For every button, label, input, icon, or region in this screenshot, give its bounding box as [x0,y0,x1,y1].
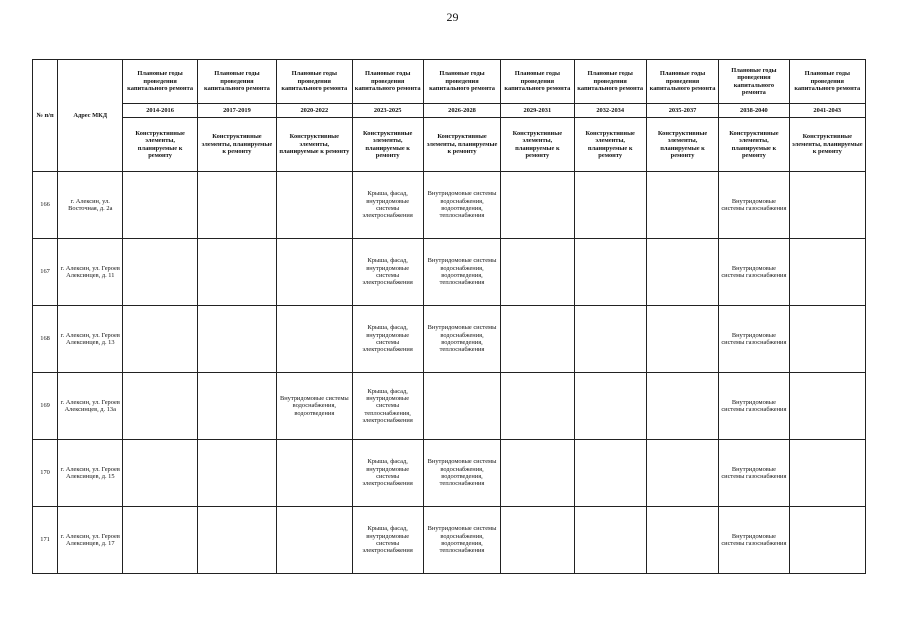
repair-cell [501,172,574,239]
sub-header: Конструктивные элементы, планируемые к ремонту [719,118,789,172]
sub-header: Конструктивные элементы, планируемые к ремонту [646,118,718,172]
repair-cell [574,507,646,574]
column-header-num: № п/п [33,60,58,172]
repair-cell [197,373,276,440]
group-title: Плановые годы проведения капитального ремонта [277,60,352,104]
repair-cell [277,440,352,507]
table-row [33,306,866,373]
repair-cell [501,507,574,574]
page-number: 29 [446,10,459,24]
group-title: Плановые годы проведения капитального ремонта [646,60,718,104]
header-row-periods [33,104,866,118]
repair-cell [574,373,646,440]
group-title: Плановые годы проведения капитального ремонта [501,60,574,104]
repair-cell: Внутридомовые системы газоснабжения [719,306,789,373]
sub-header: Конструктивные элементы, планируемые к ремонту [123,118,197,172]
period-header: 2038-2040 [719,104,789,118]
repair-cell [789,239,865,306]
row-address: г. Алексин, ул. Восточная, д. 2а [58,172,123,239]
repair-cell [646,507,718,574]
repair-cell: Внутридомовые системы газоснабжения [719,373,789,440]
period-header: 2032-2034 [574,104,646,118]
sub-header: Конструктивные элементы, планируемые к ремонту [277,118,352,172]
row-number: 171 [33,507,58,574]
repair-cell: Внутридомовые системы водоснабжения, водоотведения, теплоснабжения [423,440,500,507]
repair-cell [789,373,865,440]
table-row [33,373,866,440]
row-number: 168 [33,306,58,373]
sub-header: Конструктивные элементы, планируемые к ремонту [197,118,276,172]
repair-cell [277,239,352,306]
repair-cell [501,239,574,306]
sub-header: Конструктивные элементы, планируемые к ремонту [574,118,646,172]
row-number: 166 [33,172,58,239]
repair-cell [501,440,574,507]
repair-cell [574,239,646,306]
column-header-address: Адрес МКД [58,60,123,172]
group-title: Плановые годы проведения капитального ремонта [423,60,500,104]
group-title: Плановые годы проведения капитального ремонта [574,60,646,104]
repair-cell [277,172,352,239]
repair-cell [646,306,718,373]
group-title: Плановые годы проведения капитального ремонта [197,60,276,104]
repair-cell: Внутридомовые системы газоснабжения [719,440,789,507]
repair-cell: Внутридомовые системы газоснабжения [719,507,789,574]
table-row [33,239,866,306]
period-header: 2035-2037 [646,104,718,118]
repair-cell: Внутридомовые системы водоснабжения, водоотведения, теплоснабжения [423,172,500,239]
header-row-titles [33,60,866,104]
repair-cell: Внутридомовые системы водоснабжения, водоотведения, теплоснабжения [423,239,500,306]
repair-cell: Крыша, фасад, внутридомовые системы электроснабжения [352,172,423,239]
sub-header: Конструктивные элементы, планируемые к ремонту [352,118,423,172]
row-address: г. Алексин, ул. Героев Алексинцев, д. 13а [58,373,123,440]
repair-cell [277,306,352,373]
repair-cell [197,440,276,507]
period-header: 2020-2022 [277,104,352,118]
period-header: 2041-2043 [789,104,865,118]
repair-cell [789,172,865,239]
repair-cell: Крыша, фасад, внутридомовые системы электроснабжения [352,507,423,574]
table-row [33,172,866,239]
repair-cell [197,172,276,239]
repair-cell: Крыша, фасад, внутридомовые системы электроснабжения [352,239,423,306]
table-body [33,172,866,574]
repair-cell [197,507,276,574]
row-number: 170 [33,440,58,507]
row-address: г. Алексин, ул. Героев Алексинцев, д. 17 [58,507,123,574]
repair-cell: Внутридомовые системы водоснабжения, водоотведения, теплоснабжения [423,507,500,574]
repair-cell [789,306,865,373]
repair-cell: Внутридомовые системы водоснабжения, водоотведения [277,373,352,440]
period-header: 2029-2031 [501,104,574,118]
row-address: г. Алексин, ул. Героев Алексинцев, д. 13 [58,306,123,373]
row-number: 167 [33,239,58,306]
repair-cell [574,306,646,373]
repair-cell [123,172,197,239]
group-title: Плановые годы проведения капитального ремонта [789,60,865,104]
sub-header: Конструктивные элементы, планируемые к ремонту [423,118,500,172]
group-title: Плановые годы проведения капитального ремонта [352,60,423,104]
table-row [33,507,866,574]
repair-cell [789,440,865,507]
repair-cell [123,239,197,306]
group-title: Плановые годы проведения капитального ремонта [719,60,789,104]
repair-cell: Внутридомовые системы водоснабжения, водоотведения, теплоснабжения [423,306,500,373]
repair-cell [646,373,718,440]
row-address: г. Алексин, ул. Героев Алексинцев, д. 11 [58,239,123,306]
repair-cell [123,440,197,507]
repair-cell [501,373,574,440]
repair-cell [123,507,197,574]
repair-cell [197,306,276,373]
period-header: 2023-2025 [352,104,423,118]
repair-cell [123,306,197,373]
repair-cell: Крыша, фасад, внутридомовые системы электроснабжения [352,306,423,373]
repair-cell [423,373,500,440]
period-header: 2017-2019 [197,104,276,118]
repair-cell [123,373,197,440]
repair-cell: Крыша, фасад, внутридомовые системы теплоснабжения, электроснабжения [352,373,423,440]
repair-cell: Внутридомовые системы газоснабжения [719,239,789,306]
row-address: г. Алексин, ул. Героев Алексинцев, д. 15 [58,440,123,507]
repair-cell [501,306,574,373]
repair-cell: Крыша, фасад, внутридомовые системы электроснабжения [352,440,423,507]
repair-cell [646,239,718,306]
repair-cell [277,507,352,574]
group-title: Плановые годы проведения капитального ремонта [123,60,197,104]
capital-repair-table [32,59,866,574]
table-row [33,440,866,507]
row-number: 169 [33,373,58,440]
sub-header: Конструктивные элементы, планируемые к ремонту [501,118,574,172]
repair-cell: Внутридомовые системы газоснабжения [719,172,789,239]
sub-header: Конструктивные элементы, планируемые к ремонту [789,118,865,172]
period-header: 2014-2016 [123,104,197,118]
repair-cell [574,172,646,239]
repair-cell [646,172,718,239]
repair-cell [574,440,646,507]
repair-cell [789,507,865,574]
repair-cell [646,440,718,507]
period-header: 2026-2028 [423,104,500,118]
header-row-sub [33,118,866,172]
repair-cell [197,239,276,306]
